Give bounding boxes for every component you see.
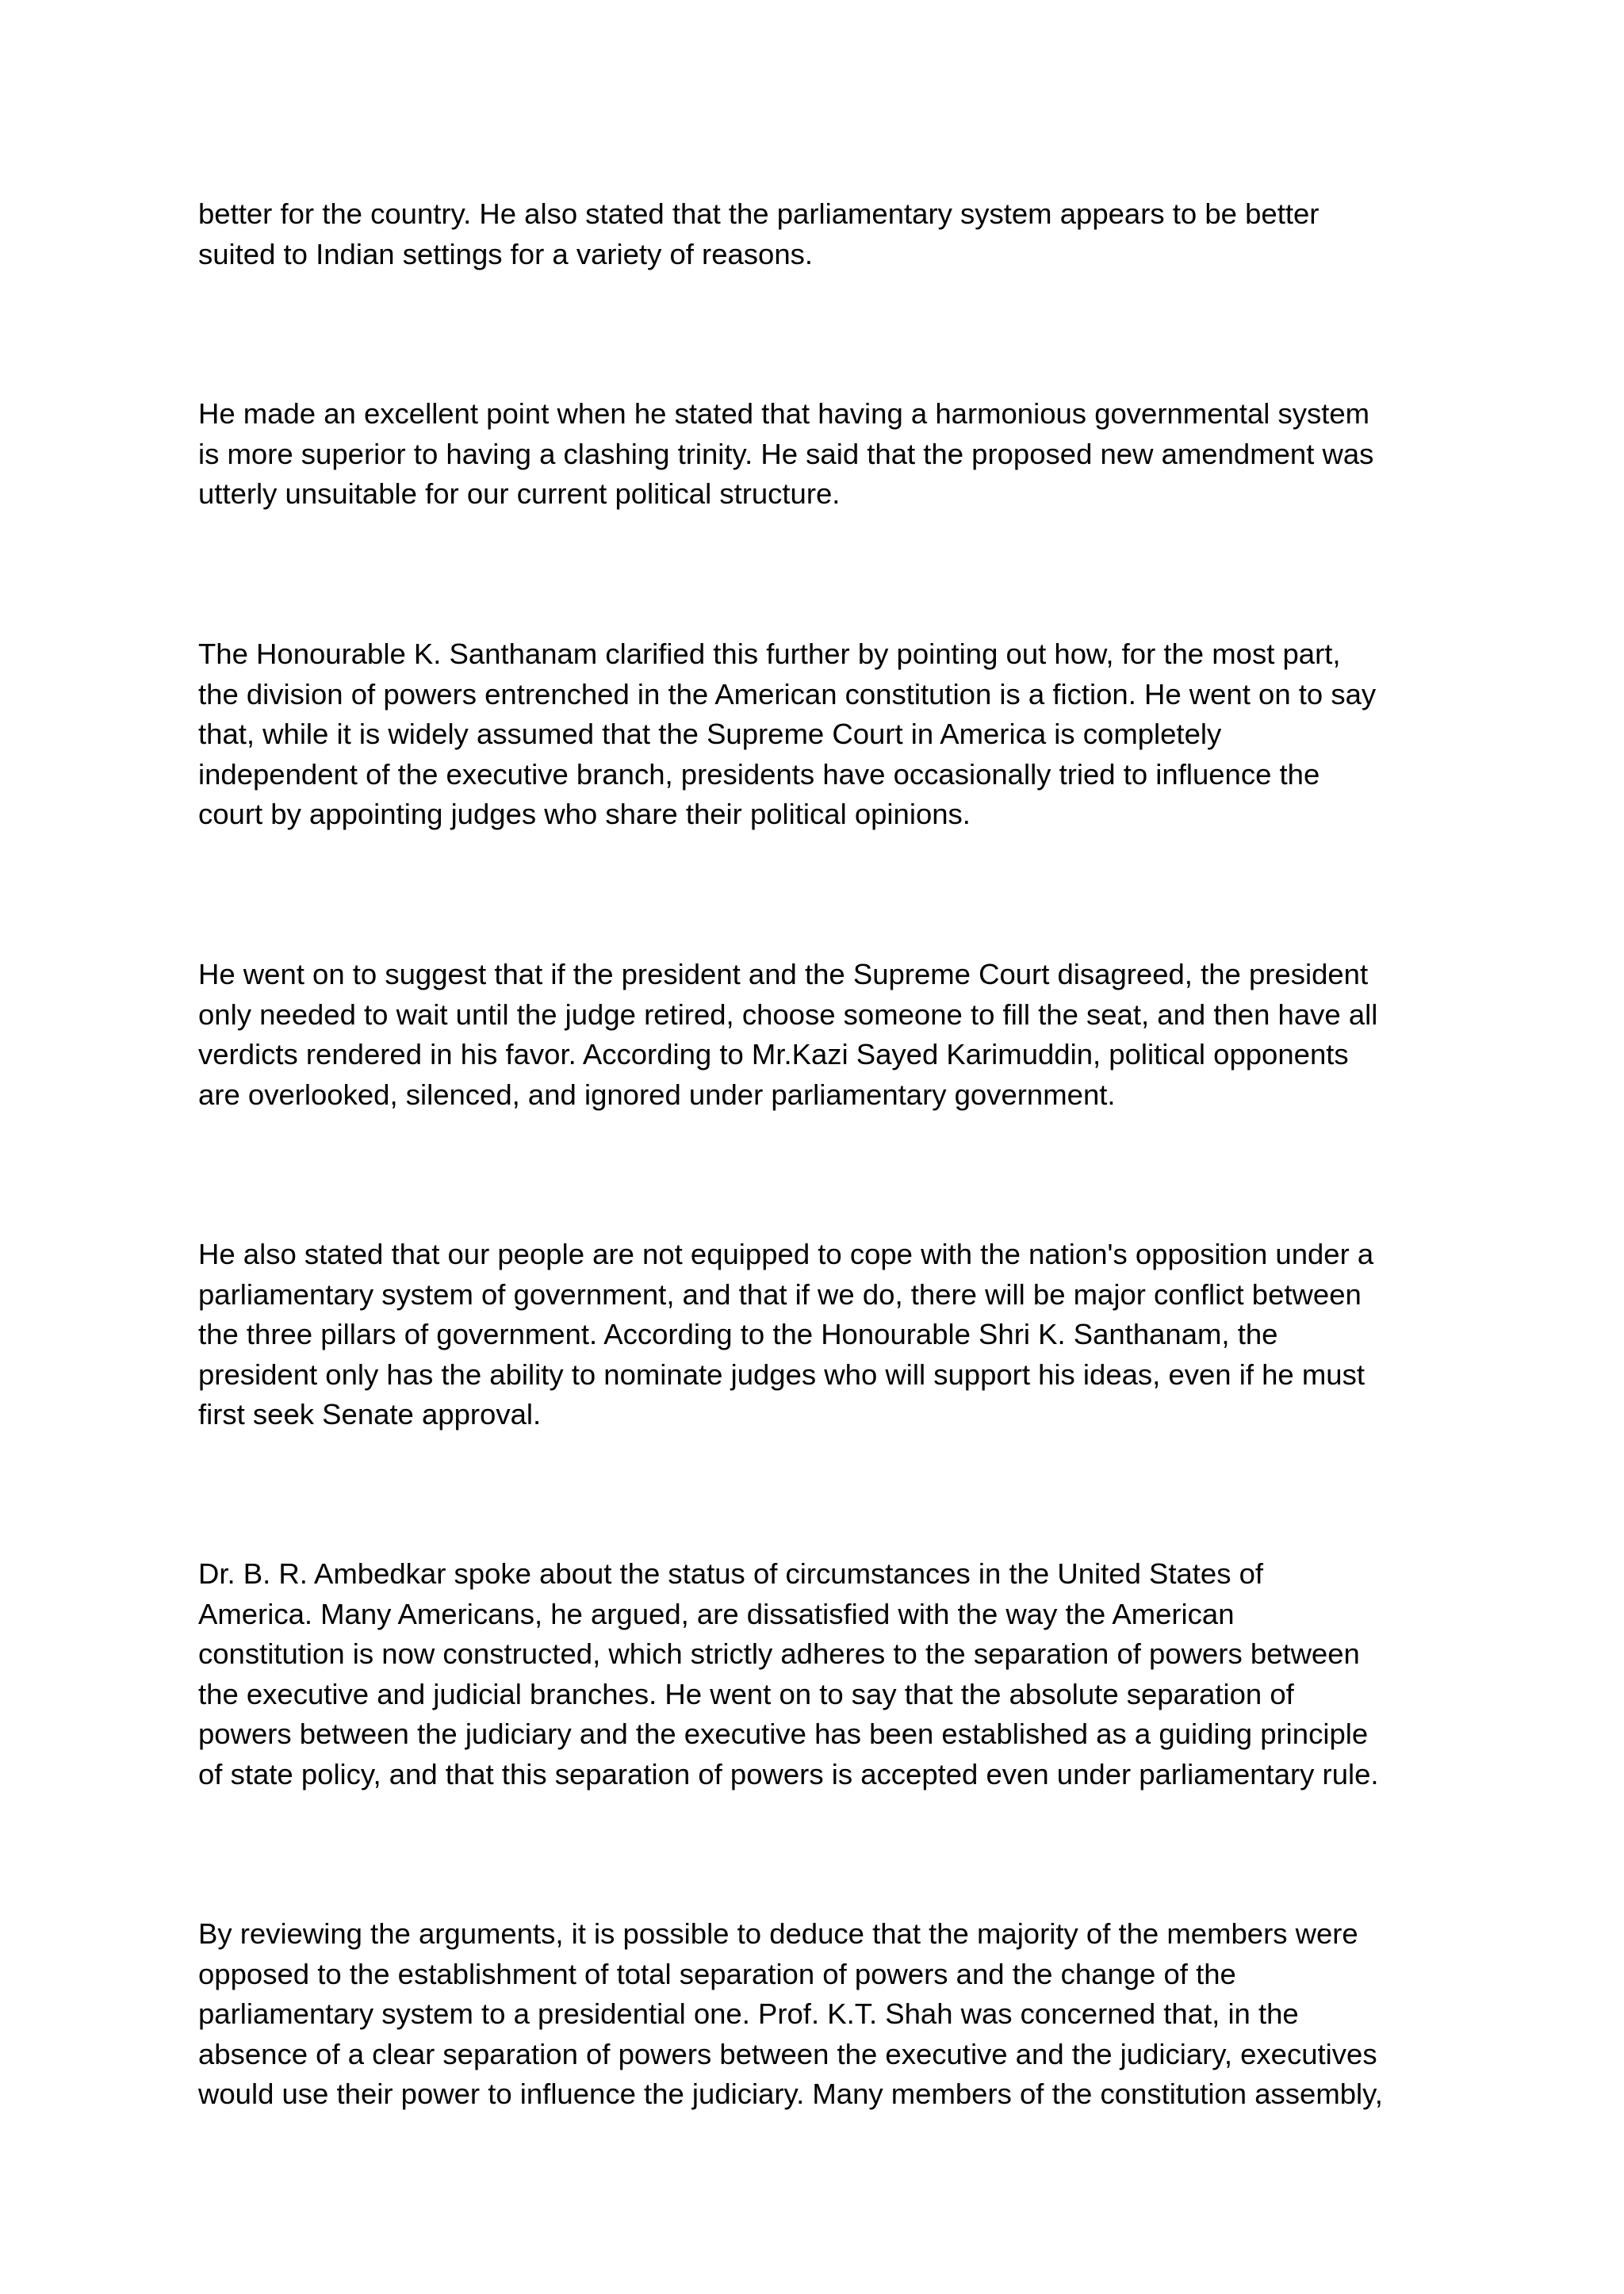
- text-line: America. Many Americans, he argued, are dissatisfied with the way the American: [198, 1597, 1235, 1630]
- text-line: He made an excellent point when he stated that having a harmonious governmental system: [198, 397, 1370, 430]
- text-line: parliamentary system of government, and that if we do, there will be major conflict between: [198, 1277, 1362, 1311]
- text-line: powers between the judiciary and the executive has been established as a guiding principle: [198, 1718, 1369, 1750]
- text-line: He went on to suggest that if the president and the Supreme Court disagreed, the president: [198, 958, 1369, 990]
- text-line: By reviewing the arguments, it is possible to deduce that the majority of the members were: [198, 1917, 1358, 1950]
- text-line: court by appointing judges who share their political opinions.: [198, 798, 971, 830]
- paragraph-3: [198, 634, 1459, 835]
- text-line: is more superior to having a clashing trinity. He said that the proposed new amendment was: [198, 437, 1374, 470]
- text-line: The Honourable K. Santhanam clarified this further by pointing out how, for the most part,: [198, 638, 1341, 670]
- paragraph-7: [198, 1914, 1459, 2115]
- text-line: the executive and judicial branches. He went on to say that the absolute separation of: [198, 1677, 1294, 1710]
- text-line: only needed to wait until the judge retired, choose someone to fill the seat, and then have all: [198, 998, 1378, 1031]
- text-line: utterly unsuitable for our current political structure.: [198, 477, 841, 510]
- text-line: parliamentary system to a presidential one. Prof. K.T. Shah was concerned that, in the: [198, 1997, 1299, 2030]
- text-line: first seek Senate approval.: [198, 1398, 542, 1430]
- text-line: better for the country. He also stated that the parliamentary system appears to be better: [198, 197, 1320, 230]
- text-line: of state policy, and that this separation of powers is accepted even under parliamentary rule.: [198, 1757, 1379, 1790]
- text-line: Dr. B. R. Ambedkar spoke about the status of circumstances in the United States of: [198, 1557, 1264, 1590]
- paragraph-6: [198, 1554, 1459, 1794]
- text-line: verdicts rendered in his favor. According to Mr.Kazi Sayed Karimuddin, political opponents: [198, 1038, 1349, 1070]
- text-line: opposed to the establishment of total separation of powers and the change of the: [198, 1957, 1236, 1990]
- text-line: absence of a clear separation of powers between the executive and the judiciary, executives: [198, 2037, 1377, 2070]
- text-line: the division of powers entrenched in the American constitution is a fiction. He went on to say: [198, 677, 1377, 710]
- text-line: president only has the ability to nominate judges who will support his ideas, even if he must: [198, 1358, 1365, 1391]
- text-line: the three pillars of government. According to the Honourable Shri K. Santhanam, the: [198, 1318, 1278, 1350]
- text-line: that, while it is widely assumed that the Supreme Court in America is completely: [198, 718, 1222, 750]
- text-line: He also stated that our people are not equipped to cope with the nation's opposition under a: [198, 1238, 1374, 1270]
- text-line: would use their power to influence the judiciary. Many members of the constitution assembly,: [198, 2078, 1383, 2110]
- paragraph-4: [198, 955, 1459, 1115]
- paragraph-1: [198, 194, 1459, 274]
- text-line: constitution is now constructed, which strictly adheres to the separation of powers between: [198, 1637, 1360, 1670]
- paragraph-5: [198, 1235, 1459, 1435]
- text-line: independent of the executive branch, presidents have occasionally tried to influence the: [198, 757, 1320, 791]
- text-line: are overlooked, silenced, and ignored under parliamentary government.: [198, 1078, 1116, 1111]
- text-line: suited to Indian settings for a variety of reasons.: [198, 237, 814, 270]
- paragraph-2: [198, 394, 1459, 515]
